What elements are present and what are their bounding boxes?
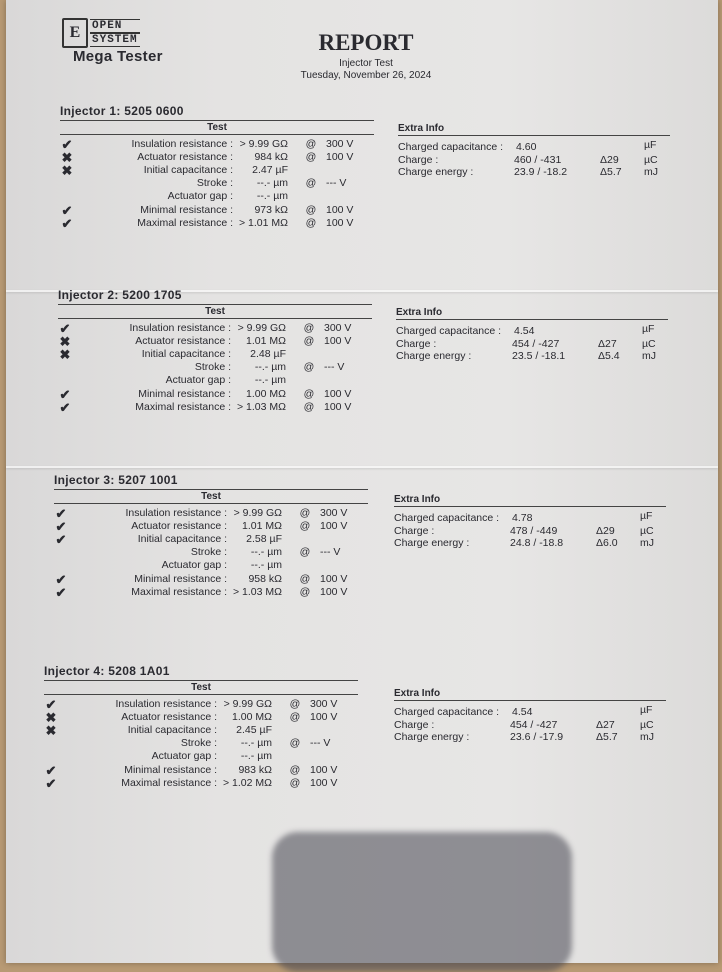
test-voltage: 100 V (326, 216, 354, 229)
injector-title: Injector 2: 5200 1705 (58, 288, 182, 302)
at-symbol: @ (299, 546, 311, 559)
open-system-logo (62, 18, 182, 48)
test-header: Test (54, 489, 368, 504)
test-label: Maximal resistance : (137, 216, 233, 229)
test-value: > 9.99 GΩ (233, 507, 282, 519)
test-row (60, 177, 370, 190)
extra-delta: Δ27 (598, 337, 617, 350)
test-voltage: 300 V (320, 507, 348, 519)
extra-unit: mJ (642, 350, 656, 362)
at-symbol: @ (299, 507, 311, 519)
test-row (54, 546, 364, 559)
pass-check-icon: ✔ (59, 386, 71, 402)
test-value: 2.48 µF (250, 348, 286, 361)
extra-info-row (398, 154, 674, 167)
brand-name: Mega Tester (73, 48, 163, 65)
extra-unit: µF (640, 704, 653, 716)
test-value: 2.58 µF (246, 533, 282, 546)
test-row (60, 151, 370, 164)
fail-cross-icon: ✖ (59, 334, 71, 350)
test-label: Stroke : (196, 177, 233, 190)
test-label: Stroke : (190, 546, 227, 559)
extra-info-row (394, 525, 670, 538)
test-label: Insulation resistance : (131, 138, 233, 150)
test-label: Actuator gap : (167, 190, 233, 203)
test-row (54, 559, 364, 572)
at-symbol: @ (305, 203, 317, 216)
test-voltage: --- V (324, 361, 345, 374)
logo-text-top: OPEN (90, 19, 140, 33)
at-symbol: @ (303, 322, 315, 334)
pass-check-icon: ✔ (55, 519, 67, 535)
test-row (58, 388, 368, 401)
at-symbol: @ (303, 361, 315, 374)
test-value: 1.01 MΩ (246, 335, 286, 348)
test-row (58, 322, 368, 335)
test-label: Initial capacitance : (137, 533, 227, 546)
test-voltage: --- V (320, 546, 341, 559)
logo-mark: E (62, 18, 88, 48)
test-voltage: 100 V (310, 776, 338, 789)
extra-info-header: Extra Info (394, 493, 666, 507)
report-subtitle (246, 58, 486, 82)
test-value: --.- µm (256, 190, 288, 203)
extra-info-row (396, 325, 672, 338)
extra-delta: Δ29 (600, 153, 619, 166)
report-date: Tuesday, November 26, 2024 (300, 70, 432, 81)
extra-value: 23.9 / -18.2 (514, 166, 568, 178)
extra-unit: µC (644, 153, 658, 166)
at-symbol: @ (305, 138, 317, 150)
fail-cross-icon: ✖ (45, 723, 57, 739)
at-symbol: @ (303, 400, 315, 413)
extra-value: 454 / -427 (510, 718, 558, 731)
injector-title: Injector 3: 5207 1001 (54, 473, 178, 487)
at-symbol: @ (299, 572, 311, 585)
test-value: --.- µm (254, 374, 286, 387)
test-row (60, 190, 370, 203)
extra-info-row (396, 338, 672, 351)
test-label: Actuator gap : (165, 374, 231, 387)
extra-unit: µC (640, 524, 654, 537)
extra-info-header: Extra Info (396, 306, 668, 320)
at-symbol: @ (299, 520, 311, 533)
test-voltage: 100 V (326, 203, 354, 216)
test-row (44, 711, 354, 724)
extra-value: 454 / -427 (512, 337, 560, 350)
extra-label: Charge : (394, 718, 435, 731)
extra-delta: Δ6.0 (596, 537, 618, 549)
test-row (60, 204, 370, 217)
extra-label: Charge energy : (394, 537, 470, 549)
test-label: Initial capacitance : (127, 724, 217, 737)
report-type: Injector Test (339, 58, 393, 69)
test-label: Minimal resistance : (134, 572, 227, 585)
pass-check-icon: ✔ (61, 215, 73, 231)
test-row (44, 777, 354, 790)
test-label: Minimal resistance : (140, 203, 233, 216)
test-row (58, 335, 368, 348)
test-label: Stroke : (180, 737, 217, 750)
test-header: Test (60, 120, 374, 135)
test-label: Stroke : (194, 361, 231, 374)
extra-delta: Δ27 (596, 718, 615, 731)
injector-title: Injector 4: 5208 1A01 (44, 664, 170, 678)
extra-delta: Δ5.4 (598, 350, 620, 362)
injector-title: Injector 1: 5205 0600 (60, 104, 184, 118)
extra-unit: µF (640, 510, 653, 522)
test-row (54, 533, 364, 546)
test-header: Test (58, 304, 372, 319)
test-row (44, 750, 354, 763)
extra-label: Charge energy : (396, 350, 472, 362)
extra-info-row (398, 141, 674, 154)
test-voltage: 100 V (310, 711, 338, 724)
test-value: --.- µm (254, 361, 286, 374)
test-value: 1.00 MΩ (246, 387, 286, 400)
extra-value: 478 / -449 (510, 524, 558, 537)
test-label: Actuator resistance : (121, 711, 217, 724)
extra-unit: mJ (644, 166, 658, 178)
test-label: Minimal resistance : (124, 763, 217, 776)
extra-unit: mJ (640, 731, 654, 743)
test-voltage: 100 V (310, 763, 338, 776)
at-symbol: @ (289, 737, 301, 750)
fail-cross-icon: ✖ (61, 150, 73, 166)
test-label: Insulation resistance : (129, 322, 231, 334)
extra-info-header: Extra Info (394, 687, 666, 701)
pass-check-icon: ✔ (55, 584, 67, 600)
test-header: Test (44, 680, 358, 695)
test-value: --.- µm (250, 546, 282, 559)
test-label: Maximal resistance : (135, 400, 231, 413)
test-row (54, 573, 364, 586)
extra-value: 4.54 (512, 706, 533, 718)
extra-info-row (394, 719, 670, 732)
extra-unit: µF (642, 323, 655, 335)
extra-value: 4.60 (516, 141, 537, 153)
extra-value: 24.8 / -18.8 (510, 537, 564, 549)
test-row (54, 507, 364, 520)
test-row (60, 217, 370, 230)
extra-delta: Δ5.7 (600, 166, 622, 178)
test-row (58, 361, 368, 374)
extra-delta: Δ5.7 (596, 731, 618, 743)
test-label: Actuator gap : (151, 750, 217, 763)
test-label: Insulation resistance : (125, 507, 227, 519)
pass-check-icon: ✔ (45, 762, 57, 778)
test-label: Initial capacitance : (141, 348, 231, 361)
extra-info-row (398, 166, 674, 179)
test-value: 984 kΩ (254, 151, 288, 164)
test-voltage: 100 V (326, 151, 354, 164)
test-label: Minimal resistance : (138, 387, 231, 400)
fail-cross-icon: ✖ (45, 710, 57, 726)
at-symbol: @ (305, 177, 317, 190)
extra-unit: µF (644, 139, 657, 151)
test-value: > 9.99 GΩ (239, 138, 288, 150)
test-voltage: 100 V (320, 585, 348, 598)
extra-label: Charge : (394, 524, 435, 537)
pass-check-icon: ✔ (59, 321, 71, 336)
test-row (58, 374, 368, 387)
fail-cross-icon: ✖ (61, 163, 73, 179)
extra-unit: µC (640, 718, 654, 731)
extra-unit: mJ (640, 537, 654, 549)
report-title: REPORT (318, 30, 414, 55)
test-voltage: 100 V (324, 400, 352, 413)
extra-label: Charge : (398, 153, 439, 166)
test-row (44, 764, 354, 777)
test-label: Insulation resistance : (115, 698, 217, 710)
test-row (44, 737, 354, 750)
test-value: > 1.03 MΩ (233, 585, 282, 598)
at-symbol: @ (289, 711, 301, 724)
test-value: 2.47 µF (252, 164, 288, 177)
extra-label: Charge energy : (398, 166, 474, 178)
test-label: Initial capacitance : (143, 164, 233, 177)
extra-info-row (394, 706, 670, 719)
test-value: 958 kΩ (248, 572, 282, 585)
logo-text-bottom: SYSTEM (92, 34, 138, 46)
extra-info-row (394, 731, 670, 744)
test-value: > 1.02 MΩ (223, 776, 272, 789)
test-row (60, 164, 370, 177)
test-value: 973 kΩ (254, 203, 288, 216)
extra-label: Charge : (396, 337, 437, 350)
test-row (54, 520, 364, 533)
test-label: Actuator resistance : (135, 335, 231, 348)
test-label: Actuator resistance : (131, 520, 227, 533)
at-symbol: @ (305, 216, 317, 229)
test-voltage: 100 V (324, 335, 352, 348)
extra-info-row (396, 350, 672, 363)
test-label: Maximal resistance : (131, 585, 227, 598)
test-value: --.- µm (240, 750, 272, 763)
test-value: 1.01 MΩ (242, 520, 282, 533)
test-value: > 9.99 GΩ (237, 322, 286, 334)
test-value: --.- µm (240, 737, 272, 750)
test-row (58, 348, 368, 361)
at-symbol: @ (289, 698, 301, 710)
test-value: > 1.01 MΩ (239, 216, 288, 229)
test-label: Maximal resistance : (121, 776, 217, 789)
test-label: Actuator resistance : (137, 151, 233, 164)
test-voltage: 100 V (320, 520, 348, 533)
test-value: --.- µm (250, 559, 282, 572)
extra-label: Charge energy : (394, 731, 470, 743)
hand-shadow (272, 832, 572, 972)
test-value: > 9.99 GΩ (223, 698, 272, 710)
at-symbol: @ (303, 387, 315, 400)
extra-delta: Δ29 (596, 524, 615, 537)
pass-check-icon: ✔ (61, 137, 73, 152)
fail-cross-icon: ✖ (59, 347, 71, 363)
pass-check-icon: ✔ (55, 571, 67, 587)
pass-check-icon: ✔ (45, 697, 57, 712)
test-label: Actuator gap : (161, 559, 227, 572)
at-symbol: @ (303, 335, 315, 348)
extra-label: Charged capacitance : (394, 512, 500, 524)
pass-check-icon: ✔ (55, 506, 67, 521)
test-value: --.- µm (256, 177, 288, 190)
extra-info-row (394, 512, 670, 525)
extra-value: 23.6 / -17.9 (510, 731, 564, 743)
test-voltage: --- V (310, 737, 331, 750)
test-voltage: 100 V (320, 572, 348, 585)
extra-value: 23.5 / -18.1 (512, 350, 566, 362)
extra-label: Charged capacitance : (394, 706, 500, 718)
extra-value: 4.78 (512, 512, 533, 524)
test-voltage: 300 V (310, 698, 338, 710)
test-row (54, 586, 364, 599)
pass-check-icon: ✔ (61, 202, 73, 218)
test-voltage: 300 V (324, 322, 352, 334)
extra-label: Charged capacitance : (396, 325, 502, 337)
test-row (44, 724, 354, 737)
extra-label: Charged capacitance : (398, 141, 504, 153)
pass-check-icon: ✔ (55, 532, 67, 548)
test-value: 983 kΩ (238, 763, 272, 776)
test-voltage: --- V (326, 177, 347, 190)
pass-check-icon: ✔ (59, 399, 71, 415)
test-voltage: 300 V (326, 138, 354, 150)
test-row (44, 698, 354, 711)
pass-check-icon: ✔ (45, 775, 57, 791)
at-symbol: @ (289, 776, 301, 789)
test-value: 2.45 µF (236, 724, 272, 737)
at-symbol: @ (299, 585, 311, 598)
test-row (60, 138, 370, 151)
at-symbol: @ (289, 763, 301, 776)
extra-value: 460 / -431 (514, 153, 562, 166)
test-value: 1.00 MΩ (232, 711, 272, 724)
test-value: > 1.03 MΩ (237, 400, 286, 413)
extra-value: 4.54 (514, 325, 535, 337)
extra-info-row (394, 537, 670, 550)
test-voltage: 100 V (324, 387, 352, 400)
at-symbol: @ (305, 151, 317, 164)
extra-unit: µC (642, 337, 656, 350)
extra-info-header: Extra Info (398, 122, 670, 136)
test-row (58, 401, 368, 414)
